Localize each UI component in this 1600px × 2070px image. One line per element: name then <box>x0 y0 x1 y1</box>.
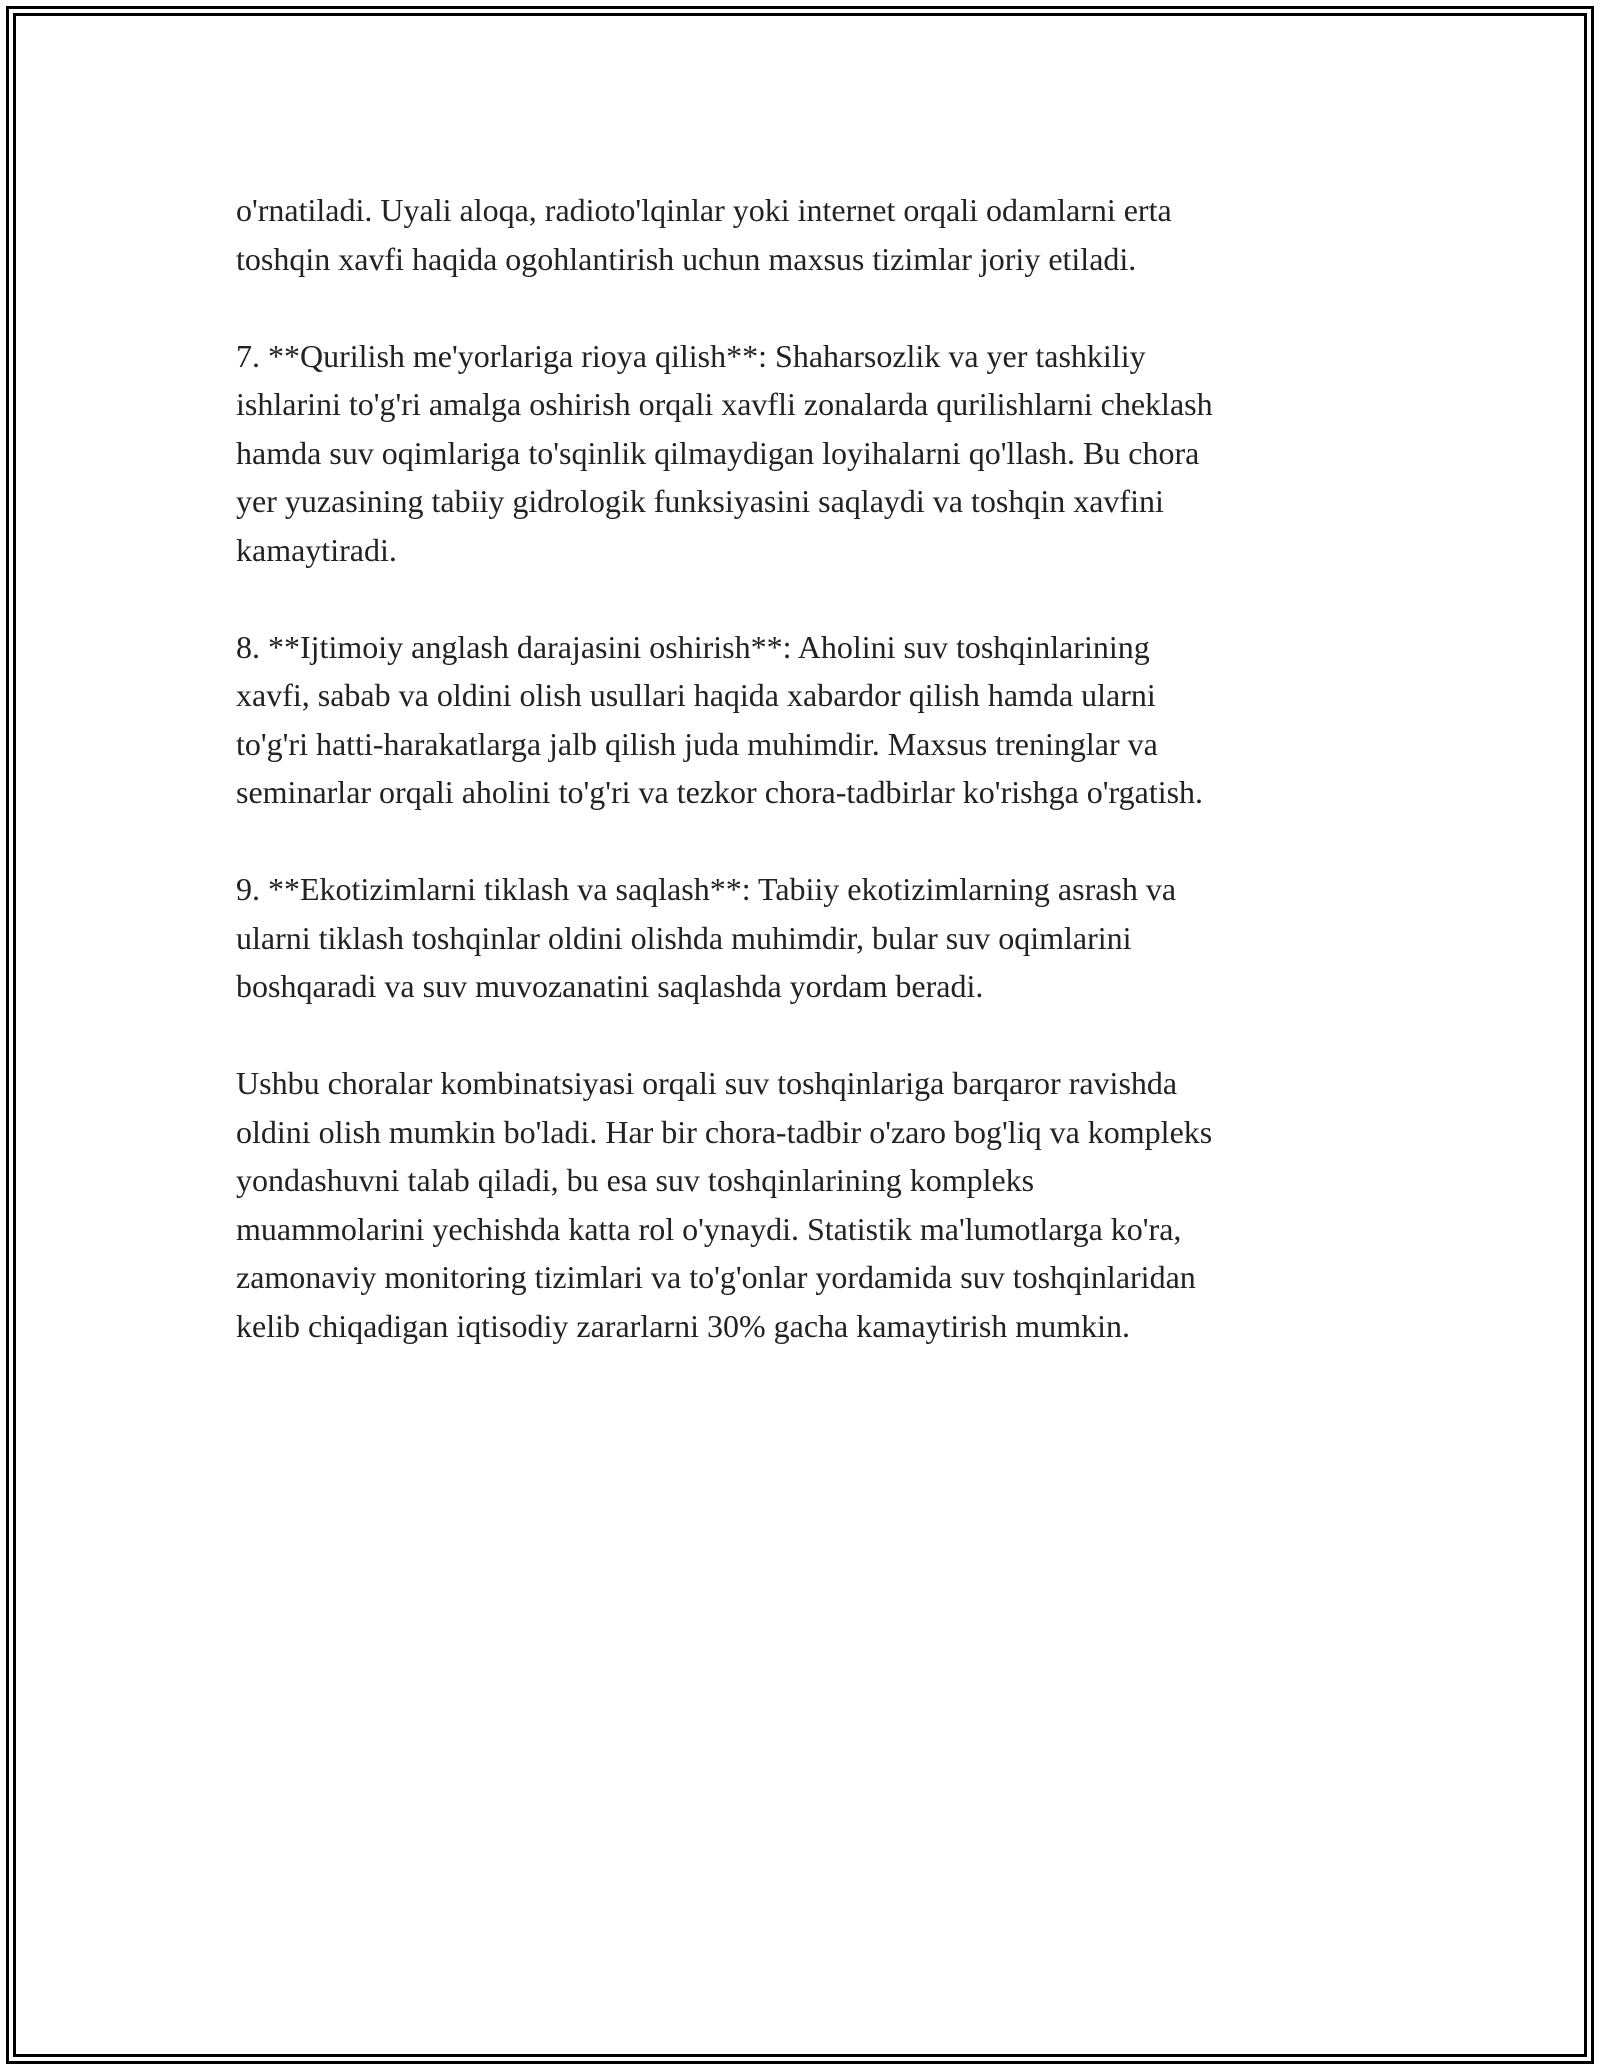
paragraph-building-standards: 7. **Qurilish me'yorlariga rioya qilish**: Shaharsozlik va yer tashkiliy ishlarini to'g'ri amalga oshirish orqali xavfli zonalarda qurilishlarni cheklash hamda suv oqimlariga to'sqinlik qilmaydigan loyihalarni qo'llash. Bu chora yer yuzasining tabiiy gidrologik funksiyasini saqlaydi va toshqin xavfini kamaytiradi. <box>236 337 1213 568</box>
paragraph-warning-systems: o'rnatiladi. Uyali aloqa, radioto'lqinlar yoki internet orqali odamlarni erta toshqin xavfi haqida ogohlantirish uchun maxsus tizimlar joriy etiladi. <box>236 192 1172 277</box>
paragraph-ecosystem-restoration: 9. **Ekotizimlarni tiklash va saqlash**: Tabiiy ekotizimlarning asrash va ularni tiklash toshqinlar oldini olishda muhimdir, bular suv oqimlarini boshqaradi va suv muvozanatini saqlashda yordam beradi. <box>236 871 1177 1004</box>
paragraph-conclusion: Ushbu choralar kombinatsiyasi orqali suv toshqinlariga barqaror ravishda oldini olish mumkin bo'ladi. Har bir chora-tadbir o'zaro bog'liq va kompleks yondashuvni talab qiladi, bu esa suv toshqinlarining kompleks muammolarini yechishda katta rol o'ynaydi. Statistik ma'lumotlarga ko'ra, zamonaviy monitoring tizimlari va to'g'onlar yordamida suv toshqinlaridan kelib chiqadigan iqtisodiy zararlarni 30% gacha kamaytirish mumkin. <box>236 1065 1213 1344</box>
paragraph-public-awareness: 8. **Ijtimoiy anglash darajasini oshirish**: Aholini suv toshqinlarining xavfi, sabab va oldini olish usullari haqida xabardor qilish hamda ularni to'g'ri hatti-harakatlarga jalb qilish juda muhimdir. Maxsus treninglar va seminarlar orqali aholini to'g'ri va tezkor chora-tadbirlar ko'rishga o'rgatish. <box>236 628 1204 810</box>
document-body <box>236 186 1406 1399</box>
